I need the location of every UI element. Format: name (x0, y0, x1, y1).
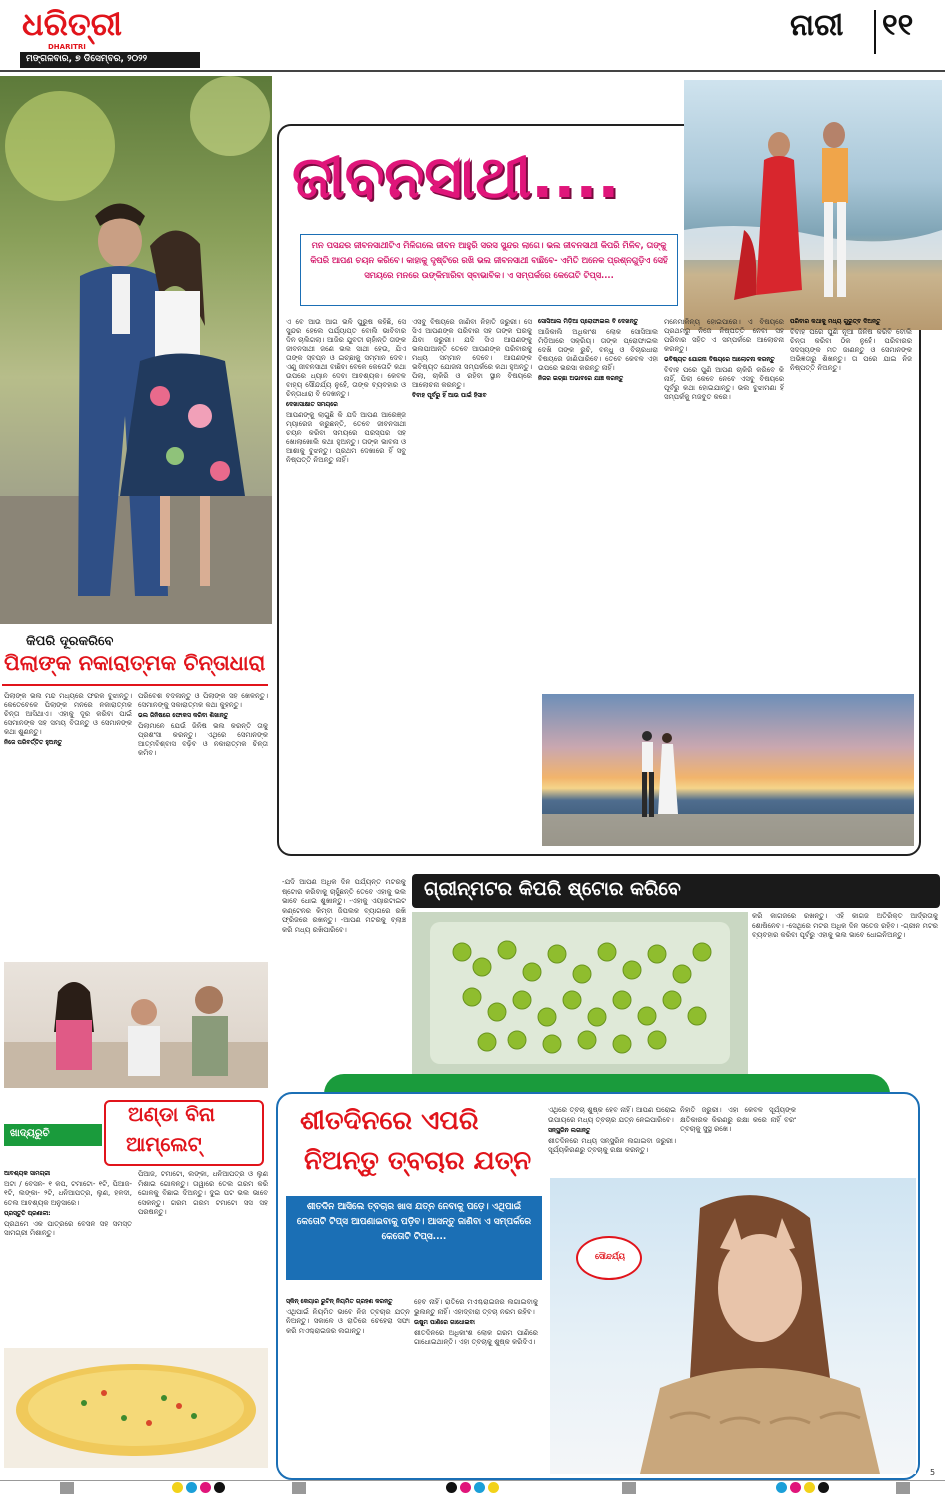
omelette-ingredients-text: ଅଟା / ବେସନ- ୧ କପ, ଟମାଟୋ- ୧ଟି, ପିଆଜ- ୧ଟି, ଲଙ୍କା- ୨ଟି, ଧନିଆପତ୍ର, ଲୁଣ, ହଳଦୀ, ତେଲ ଆବଶ୍ୟକ ଅନୁସାରେ। (4, 1179, 132, 1207)
beauty-badge-text: ସୌନ୍ଦର୍ଯ୍ୟ (595, 1252, 625, 1261)
winter-col2-text: ହେବ ନାହିଁ। ରାତିରେ ମଏଶ୍ଚରାଇଜର ଲଗାଇବାକୁ ଭୁଲନ୍ତୁ ନାହିଁ। ଏହାଦ୍ବାରା ତ୍ବଚା ନରମ ରହିବ। (414, 1298, 538, 1316)
beach-couple-illustration (684, 80, 942, 330)
omelette-column-1 (4, 1170, 132, 1342)
main-col3-text: ଆଜିକାଲି ଅଧିକାଂଶ ଲୋକ ସୋସିଆଲ ମିଡ଼ିଆରେ ସକ୍ରିୟ। ତାଙ୍କ ପ୍ରୋଫାଇଲ ଦେଖି ତାଙ୍କ ରୁଚି, ବନ୍ଧୁ ଓ ବିଚାରଧାରା ବିଷୟରେ ଜାଣିପାରିବେ। ତେବେ କେବଳ ଏହା ଉପରେ ଭରସା କରନ୍ତୁ ନାହିଁ। (538, 327, 658, 372)
main-column-3 (538, 318, 658, 688)
sunset-couple-photo (542, 694, 914, 846)
footer-gray-mark (622, 1482, 636, 1494)
main-col4-text: ମନେମାଳିନ୍ୟ ହୋଇପାରେ। ଏ ବିଷୟରେ ପ୍ରଥମରୁ ନିଜେ ନିଷ୍ପତ୍ତି ନେବା ସହ ପରିବାର ସହିତ ଏ ସମ୍ପର୍କରେ ଆଲୋଚନା କରନ୍ତୁ। (664, 318, 784, 353)
footer-registration-dot (214, 1482, 225, 1493)
negative-col2-text: ପରିବେଶ ବଦଳାନ୍ତୁ ଓ ପିଲାଙ୍କ ସହ ଖେଳନ୍ତୁ। ସେମାନଙ୍କୁ ସକାରାତ୍ମକ କଥା କୁହନ୍ତୁ। (138, 692, 268, 709)
footer-gray-mark (896, 1482, 910, 1494)
winter-col3b-text: ଶୀତଦିନରେ ମଧ୍ୟ ସନ୍‌ସ୍କ୍ରିନ ଲଗାଇବା ଜରୁରୀ। ସୂର୍ଯ୍ୟକିରଣରୁ ତ୍ବଚାକୁ ରକ୍ଷା କରନ୍ତୁ। (548, 1136, 676, 1155)
winter-intro: ଶୀତଦିନ ଆସିଲେ ତ୍ବଚାର ଖାସ ଯତ୍ନ ନେବାକୁ ପଡ଼େ। ଏଥିପାଇଁ କେତୋଟି ଟିପ୍ସ ଆପଣାଇବାକୁ ପଡ଼ିବ। ଆସନ୍ତୁ ଜାଣିବା ଏ ସମ୍ପର୍କରେ କେତୋଟି ଟିପ୍ସ.... (296, 1202, 532, 1242)
winter-column-2 (414, 1298, 538, 1474)
couple-photo (0, 76, 272, 624)
footer-registration-dot (474, 1482, 485, 1493)
omelette-method-heading: ପ୍ରସ୍ତୁତି ପ୍ରଣାଳୀ: (4, 1210, 51, 1218)
main-column-2 (412, 318, 532, 848)
footer-page-number: 5 (930, 1468, 936, 1477)
green-peas-illustration (412, 912, 748, 1074)
page-number: ୧୧ (882, 8, 914, 43)
main-intro-text: ମନ ପସନ୍ଦର ଜୀବନସାଥୀଟିଏ ମିଳିଗଲେ ଜୀବନ ଆହୁରି ସରସ ସୁନ୍ଦର ଲାଗେ। ଭଲ ଜୀବନସାଥୀ କିପରି ମିଳିବ, ତାଙ୍କୁ କିପରି ଆପଣ ଚୟନ କରିବେ। କାହାକୁ ଦୃଷ୍ଟିରେ ରଖି ଭଲ ଜୀବନସାଥୀ ବାଛିବେ- ଏମିତି ଅନେକ ପ୍ରଶ୍ନଗୁଡ଼ିଏ ସେହି ସମୟରେ ମନରେ ଉଙ୍କିମାରିବା ସ୍ବାଭାବିକ। ଏ ସମ୍ପର୍କରେ କେତୋଟି ଟିପ୍ସ.... (310, 240, 668, 280)
footer-gray-mark (60, 1482, 74, 1494)
family-photo (4, 962, 268, 1088)
main-col1-subhead: ଦେଖାସାକ୍ଷାତ ସମୟରେ (286, 401, 338, 408)
omelette-col2-text: ପିଆଜ, ଟମାଟୋ, ଲଙ୍କା, ଧନିଆପତ୍ର ଓ ଲୁଣ ମିଶାଇ ଗୋଳନ୍ତୁ। ତାୱାରେ ତେଲ ଗରମ କରି ଗୋଳକୁ ବିଛାଇ ଦିଅନ୍ତୁ। ଦୁଇ ପଟ ଭଲ ଭାବେ ସେକନ୍ତୁ। ଗରମ ଗରମ ଟମାଟୋ ସସ ସହ ପରଷନ୍ତୁ। (138, 1170, 268, 1216)
winter-col4-text: ନିହାତି ଜରୁରୀ। ଏହା କେବଳ ସୂର୍ଯ୍ୟଙ୍କ କ୍ଷତିକାରକ କିରଣରୁ ରକ୍ଷା କରେ ନାହିଁ ବରଂ ତ୍ବଚାକୁ ସୁସ୍ଥ ରଖେ। (680, 1106, 796, 1133)
couple-illustration (0, 76, 272, 624)
footer-registration-dot (446, 1482, 457, 1493)
omelette-title-line-1: ଅଣ୍ଡା ବିନା (128, 1102, 215, 1126)
main-column-5 (790, 318, 912, 688)
main-col5-subhead: ପରିବାର କଥାକୁ ମଧ୍ୟ ଗୁରୁତ୍ବ ଦିଅନ୍ତୁ (790, 318, 881, 325)
winter-col1-text: ଏଥିପାଇଁ ନିୟମିତ ଭାବେ ନିଜ ତ୍ବଚାର ଯତ୍ନ ନିଅନ୍ତୁ। ସକାଳେ ଓ ରାତିରେ ଚେହେରା ସଫା କରି ମଏଶ୍ଚରାଇଜର ଲଗାନ୍ତୁ। (286, 1307, 410, 1335)
greenpea-left-text: -ଯଦି ଆପଣ ଅଧିକ ଦିନ ପର୍ଯ୍ୟନ୍ତ ମଟରକୁ ଷ୍ଟୋର କରିବାକୁ ଚାହୁଁଛନ୍ତି ତେବେ ଏହାକୁ ଭଲ ଭାବେ ଧୋଇ ଶୁଖାନ୍ତୁ। -ଏହାକୁ ଏୟାରଟାଇଟ କଣ୍ଟେନର କିମ୍ବା ଜିପଲକ ବ୍ୟାଗରେ ରଖି ଫ୍ରିଜରେ ରଖନ୍ତୁ। -ଆପଣ ମଟରକୁ ବ୍ଲାଞ୍ଚ କରି ମଧ୍ୟ ରଖିପାରିବେ। (282, 878, 406, 934)
footer-registration-dot (200, 1482, 211, 1493)
omelette-title-line-2: ଆମ୍ଲେଟ୍ (126, 1132, 202, 1156)
footer-registration-dot (186, 1482, 197, 1493)
winter-col2-subhead: ଉଷୁମ ପାଣିରେ ଗାଧୋଇବା (414, 1319, 475, 1326)
winter-title-line-2: ନିଅନ୍ତୁ ତ୍ବଚାର ଯତ୍ନ (304, 1146, 532, 1176)
footer-registration-dot (488, 1482, 499, 1493)
footer-registration-dot (172, 1482, 183, 1493)
woman-skin-illustration (550, 1178, 916, 1474)
omelette-photo (4, 1348, 268, 1468)
greenpea-title: ଗ୍ରୀନ୍‌ମଟର କିପରି ଷ୍ଟୋର କରିବେ (424, 878, 681, 900)
logo-sub: DHARITRI (48, 43, 86, 51)
greenpea-right-column (752, 912, 938, 1072)
negative-thinking-title: ପିଲାଙ୍କ ନକାରାତ୍ମକ ଚିନ୍ତାଧାରା (4, 651, 266, 675)
beach-couple-photo (684, 80, 942, 330)
main-col1-text: ଏ ବେ ଆଉ ଆଗ ଭଳି ପୁରୁଷ କହିଛି, ସେ ସୁନ୍ଦର ହେଲେ ପର୍ଯ୍ୟାପ୍ତ ବୋଲି ଭାବିବାର ଦିନ ଚାଲିଗଲା। ଆଜିର ଯୁବତୀ ଚାହାଁନ୍ତି ତାଙ୍କ ଜୀବନସାଥୀ ଜଣେ ଭଲ ସାଥୀ ହେଉ, ଯିଏ ତାଙ୍କ ସ୍ବପ୍ନ ଓ ଇଚ୍ଛାକୁ ସମ୍ମାନ ଦେବ। ଏଣୁ ଜୀବନସାଥୀ ବାଛିବା ବେଳେ କେତୋଟି କଥା ଉପରେ ଧ୍ୟାନ ଦେବା ଆବଶ୍ୟକ। କେବଳ ବାହ୍ୟ ସୌନ୍ଦର୍ଯ୍ୟ ନୁହେଁ, ତାଙ୍କ ବ୍ୟବହାର ଓ ଚିନ୍ତାଧାରା ବି ଦେଖନ୍ତୁ। (286, 318, 406, 398)
footer-gray-mark (292, 1482, 306, 1494)
winter-col2b-text: ଶୀତଦିନରେ ଅଧିକାଂଶ ଲୋକ ଗରମ ପାଣିରେ ଗାଧୋଇଥାନ୍ତି। ଏହା ତ୍ବଚାକୁ ଶୁଷ୍କ କରିଦିଏ। (414, 1328, 538, 1347)
omelette-ingredients-heading: ଆବଶ୍ୟକ ସାମଗ୍ରୀ (4, 1170, 51, 1177)
negative-col1-subhead: ନିଜେ ପରିବର୍ତ୍ତିତ ହୁଅନ୍ତୁ (4, 739, 63, 746)
omelette-column-2 (138, 1170, 268, 1342)
main-col2-text: ଏସବୁ ବିଷୟରେ ଜାଣିବା ନିହାତି ଜରୁରୀ। ସେ ସିଏ ଆପଣଙ୍କ ପରିବାର ସହ ତାଙ୍କ ଘରକୁ ଯିବା ଜରୁରୀ। ଯଦି ସିଏ ଆପଣଙ୍କୁ ଭଲପାଆନ୍ତି ତେବେ ଆପଣଙ୍କ ପରିବାରକୁ ମଧ୍ୟ ସମ୍ମାନ ଦେବେ। ଆପଣଙ୍କ ଭବିଷ୍ୟତ ଯୋଜନା ସମ୍ପର୍କରେ କଥା ହୁଅନ୍ତୁ। ପିଲା, ଚାକିରି ଓ ରହିବା ସ୍ଥାନ ବିଷୟରେ ଆଲୋଚନା କରନ୍ତୁ। (412, 318, 532, 389)
negative-col2b-text: ପିଲାମାନେ ଯେଉଁ ଜିନିଷ ଭଲ କରନ୍ତି ତାକୁ ପ୍ରଶଂସା କରନ୍ତୁ। ଏଥିରେ ସେମାନଙ୍କ ଆତ୍ମବିଶ୍ବାସ ବଢ଼ିବ ଓ ନକାରାତ୍ମକ ଚିନ୍ତା କମିବ। (138, 721, 268, 757)
main-col1b-text: ଆପଣଙ୍କୁ ଲାଗୁଛି କି ଯଦି ଆପଣ ଆରେଞ୍ଜ ମ୍ୟାରେଜ କରୁଛନ୍ତି, ତେବେ ଜୀବନସାଥୀ ଚୟନ କରିବା ସମୟରେ ପରସ୍ପର ସହ ଖୋଲାଖୋଲି କଥା ହୁଅନ୍ତୁ। ତାଙ୍କ ଭାବନା ଓ ଆଶାକୁ ବୁଝନ୍ତୁ। ପ୍ରଥମ ଦେଖାରେ ହିଁ ସବୁ ନିଷ୍ପତ୍ତି ନିଅନ୍ତୁ ନାହିଁ। (286, 410, 406, 464)
main-column-1 (286, 318, 406, 848)
main-title: ଜୀବନସାଥୀ.... (292, 143, 620, 211)
footer-registration-dot (460, 1482, 471, 1493)
sunset-couple-illustration (542, 694, 914, 846)
main-col3-subhead: ସୋସିଆଲ ମିଡ଼ିଆ ପ୍ରୋଫାଇଲ ବି ଦେଖନ୍ତୁ (538, 318, 639, 325)
omelette-illustration (4, 1348, 268, 1468)
main-col4-subhead: ଭବିଷ୍ୟତ ଯୋଜନା ବିଷୟରେ ଆଲୋଚନା କରନ୍ତୁ (664, 356, 775, 363)
omelette-tag: ଖାଦ୍ୟରୁଚି (10, 1128, 50, 1139)
negative-column-1 (4, 692, 132, 954)
woman-skin-photo (550, 1178, 916, 1474)
winter-col3-text: ଏଥିରେ ତ୍ବଚା ଶୁଷ୍କ ହେବ ନାହିଁ। ଆପଣ ଘରୋଇ ଉପାୟରେ ମଧ୍ୟ ତ୍ବଚାର ଯତ୍ନ ନେଇପାରିବେ। (548, 1106, 676, 1124)
greenpea-right-text: କରି କାଗଜରେ ରଖନ୍ତୁ। ଏହି କାଗଜ ଅତିରିକ୍ତ ଆର୍ଦ୍ରତାକୁ ଶୋଷିନେବ। -ସେଥିରେ ମଟର ଅଧିକ ଦିନ ସତେଜ ରହିବ। -ଗ୍ରୀନ ମଟର ବ୍ୟବହାର କରିବା ପୂର୍ବରୁ ଏହାକୁ ଭଲ ଭାବେ ଧୋଇନିଅନ୍ତୁ। (752, 912, 938, 939)
footer-registration-dot (804, 1482, 815, 1493)
winter-col3-subhead: ସନ୍‌ସ୍କ୍ରିନ ଲଗାନ୍ତୁ (548, 1127, 591, 1134)
negative-thinking-kicker: କିପରି ଦୂରକରିବେ (26, 634, 114, 649)
main-col5-text: ବିବାହ ପରେ ପୁଣି ନୂଆ ଜିନିଷ କରିବି ବୋଲି ଚିନ୍ତା କରିବା ଠିକ ନୁହେଁ। ପରିବାରର ସଦସ୍ୟଙ୍କ ମତ ଜାଣନ୍ତୁ ଓ ସେମାନଙ୍କ ଅଭିଜ୍ଞତାରୁ ଶିଖନ୍ତୁ। ତା ପରେ ଯାଇ ନିଜ ନିଷ୍ପତ୍ତି ନିଅନ୍ତୁ। (790, 327, 912, 372)
main-column-4 (664, 318, 784, 688)
masthead-rule (0, 70, 945, 72)
winter-column-1 (286, 1298, 410, 1474)
section-name: ନାରୀ (790, 8, 844, 43)
masthead (0, 0, 945, 72)
footer-registration-dot (818, 1482, 829, 1493)
main-col4b-text: ବିବାହ ପରେ ପୁଣି ଆପଣ ଚାକିରି କରିବେ କି ନାହିଁ, ପିଲା କେବେ ନେବେ ଏସବୁ ବିଷୟରେ ପୂର୍ବରୁ କଥା ହୋଇଯାନ୍ତୁ। ଭଲ ବୁଝାମଣା ହିଁ ସମ୍ପର୍କକୁ ମଜବୁତ କରେ। (664, 365, 784, 401)
main-col3-subhead-2: ନିଜର ଇଚ୍ଛା ଅଭାବରେ ଯାଞ୍ଚ କରନ୍ତୁ (538, 374, 624, 382)
winter-col1-subhead: ସ୍କିନ୍ କେୟାର ରୁଟିନ୍ ନିୟମିତ ଗ୍ରହଣ କରନ୍ତୁ (286, 1298, 393, 1305)
negative-col2-subhead: ଭଲ ଜିନିଷରେ ଫୋକସ କରିବା ଶିଖାନ୍ତୁ (138, 712, 229, 719)
negative-col1-text: ପିଲାଙ୍କ ଭଲ ମନ୍ଦ ମଧ୍ୟରେ ଫରକ ବୁଝାନ୍ତୁ। କେତେବେଳେ ପିଲାଙ୍କ ମନରେ ନକାରାତ୍ମକ ଚିନ୍ତା ଆସିଥାଏ। ଏହାକୁ ଦୂର କରିବା ପାଇଁ ସେମାନଙ୍କ ସହ ସମୟ ବିତାନ୍ତୁ ଓ ସେମାନଙ୍କ କଥା ଶୁଣନ୍ତୁ। (4, 692, 132, 736)
greenpea-left-column (282, 878, 406, 1068)
main-col2-subhead: ବିବାହ ପୂର୍ବରୁ ହିଁ ଆଉ ପାଇଁ ହିସାବ (412, 392, 487, 399)
footer-registration-dot (776, 1482, 787, 1493)
green-peas-photo (412, 912, 748, 1074)
omelette-method-text: ପ୍ରଥମେ ଏକ ପାତ୍ରରେ ବେସନ ସହ ସମସ୍ତ ସାମଗ୍ରୀ ମିଶାନ୍ତୁ। (4, 1219, 132, 1238)
winter-title-line-1: ଶୀତଦିନରେ ଏପରି (300, 1106, 479, 1136)
logo: ଧରିତ୍ରୀ (22, 5, 122, 43)
masthead-date: ମଙ୍ଗଳବାର, ୭ ଡିସେମ୍ବର, ୨୦୨୨ (26, 54, 148, 64)
section-divider (874, 10, 876, 54)
footer-rule (0, 1480, 945, 1481)
family-illustration (4, 962, 268, 1088)
footer-registration-dot (790, 1482, 801, 1493)
negative-column-2 (138, 692, 268, 954)
